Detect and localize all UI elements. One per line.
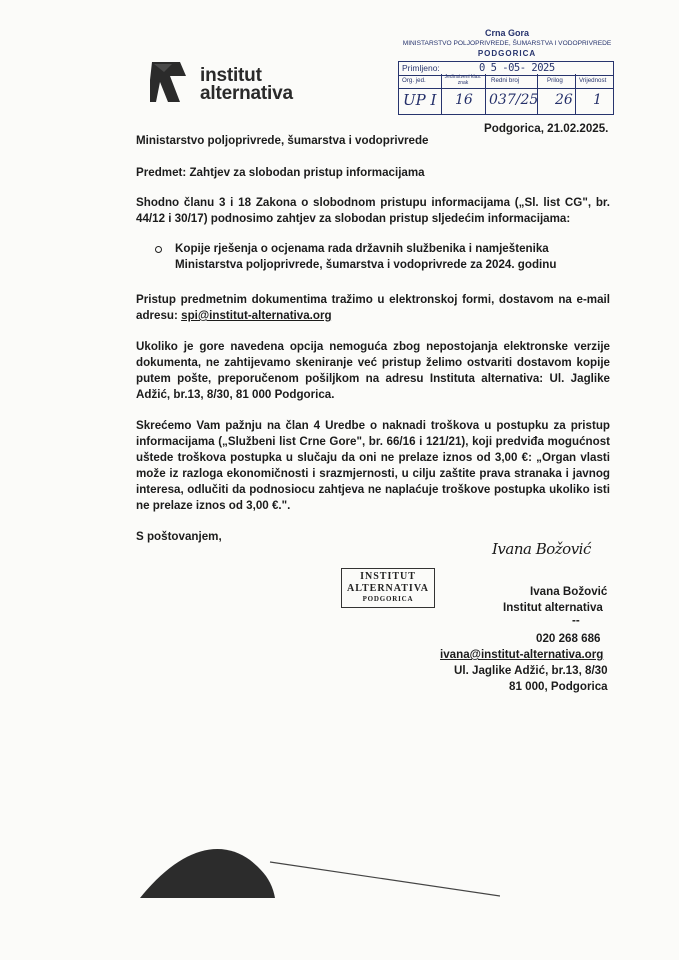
stamp-city: PODGORICA (477, 49, 537, 58)
reception-stamp (394, 28, 620, 120)
stamp-handwritten-row (398, 88, 614, 115)
stamp-hw-number: 037/25 (489, 92, 539, 108)
stamp-ministry: MINISTARSTVO POLJOPRIVREDE, ŠUMARSTVA I VODOPRIVREDE (402, 40, 612, 47)
institut-alternativa-logo (150, 60, 293, 104)
paragraph-postal-delivery: Ukoliko je gore navedena opcija nemoguća zbog nepostojanja elektronske verzije dokumenta, ne zahtijevamo skeniranje već pristup želimo ostvariti dostavom kopije putem pošte, preporučenom pošiljkom na adresu Instituta alternativa: Ul. Jaglike Adžić, br.13, 8/30, 81 000 Podgorica. (136, 340, 610, 401)
paragraph-costs: Skrećemo Vam pažnju na član 4 Uredbe o naknadi troškova u postupku za pristup informacijama („Službeni list Crne Gore", br. 66/16 i 121/21), koji predviđa mogućnost uštede troškova postupka u slučaju da oni ne prelaze iznos od 3,00 €: „Organ vlasti može iz razloga ekonomičnosti i srazmjernosti, u cilju zaštite prava stranaka i javnog interesa, odlučiti da podnosiocu zahtjeva ne naplaćuje troškove postupka ukoliko isti ne prelaze iznos od 3,00 €.". (136, 419, 610, 512)
closing: S poštovanjem, (136, 530, 222, 543)
stamp-columns-row (398, 74, 614, 89)
signatory-name: Ivana Božović (530, 585, 608, 598)
stamp-received-label: Primljeno: (402, 63, 440, 73)
request-email-link[interactable]: spi@institut-alternativa.org (181, 309, 332, 322)
recipient: Ministarstvo poljoprivrede, šumarstva i vodoprivrede (136, 134, 429, 147)
signatory-address: Ul. Jaglike Adžić, br.13, 8/30 (454, 664, 608, 677)
stamp-country: Crna Gora (484, 28, 529, 38)
stamp-col-org: Org. jed. (402, 77, 426, 84)
stamp-col-class: Jedinstveni klas. znak (444, 74, 482, 86)
bullet-circle-icon (155, 246, 162, 253)
signatory-email-link[interactable]: ivana@institut-alternativa.org (440, 648, 604, 661)
signatory-phone: 020 268 686 (536, 632, 601, 645)
logo-line-1: institut (200, 65, 262, 86)
stamp-hw-org: UP I (403, 91, 437, 109)
signatory-dashes: -- (572, 614, 580, 627)
org-stamp-line-1: INSTITUT (360, 571, 416, 582)
logo-mark-icon (150, 60, 190, 104)
paragraph-electronic-delivery (136, 292, 610, 324)
place-date: Podgorica, 21.02.2025. (484, 122, 609, 135)
organization-stamp (341, 568, 435, 608)
request-list-item-text: Kopije rješenja o ocjenama rada državnih službenika i namještenika Ministarstva poljoprivrede, šumarstva i vodoprivrede za 2024. godinu (175, 242, 557, 271)
paragraph-legal-basis: Shodno članu 3 i 18 Zakona o slobodnom pristupu informacijama („Sl. list CG", br. 44/12 i 30/17) podnosimo zahtjev za slobodan pristup sljedećim informacijama: (136, 196, 610, 225)
signature-script: Ivana Božović (492, 540, 591, 558)
stamp-hw-class: 16 (455, 92, 473, 108)
subject: Predmet: Zahtjev za slobodan pristup informacijama (136, 166, 425, 179)
paragraph-electronic-delivery-text: Pristup predmetnim dokumentima tražimo u elektronskoj formi, dostavom na e-mail adresu: (136, 293, 610, 322)
stamp-received-date: 0 5 -05- 2025 (479, 62, 555, 74)
stamp-hw-value: 1 (593, 92, 602, 108)
footer-decoration (140, 840, 500, 900)
stamp-col-attach: Prilog (547, 77, 563, 84)
org-stamp-line-2: ALTERNATIVA (347, 583, 429, 594)
stamp-col-value: Vrijednost (579, 77, 607, 84)
signatory-city: 81 000, Podgorica (509, 680, 608, 693)
stamp-hw-attach: 26 (555, 92, 573, 108)
stamp-col-number: Redni broj (491, 77, 520, 84)
signature-handwritten (492, 540, 591, 559)
logo-line-2: alternativa (200, 83, 293, 104)
org-stamp-line-3: PODGORICA (362, 595, 414, 603)
signatory-org: Institut alternativa (503, 601, 603, 614)
